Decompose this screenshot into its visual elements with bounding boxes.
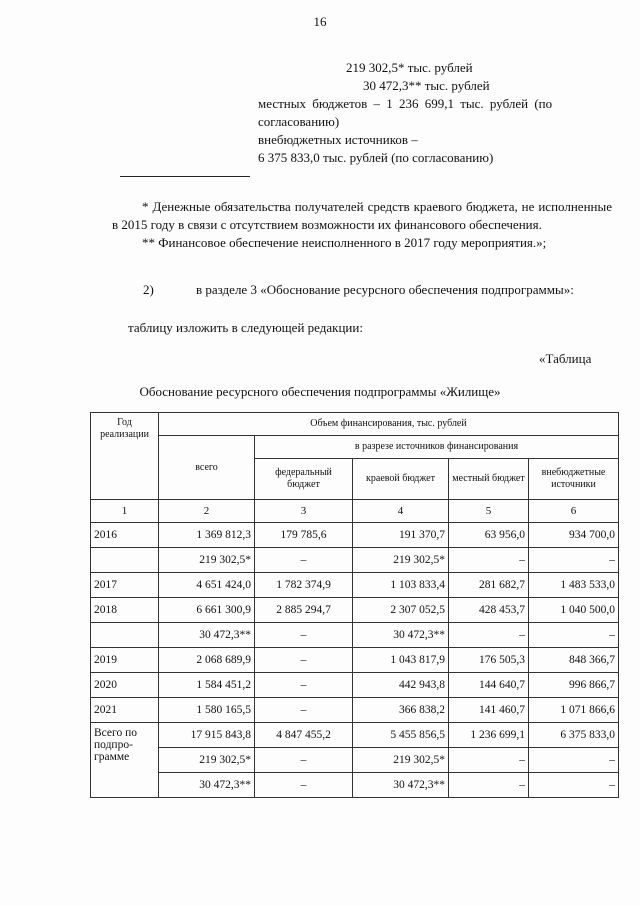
footnote-separator (120, 176, 250, 177)
year-cell: 2017 (91, 573, 159, 598)
value-cell: – (255, 748, 353, 773)
value-cell: 5 455 856,5 (353, 723, 449, 748)
value-cell: – (449, 773, 529, 798)
item-number: 2) (143, 282, 154, 297)
col-number: 1 (91, 500, 159, 523)
funding-line-3: местных бюджетов – 1 236 699,1 тыс. рублей (по (258, 96, 553, 111)
header-sources: в разрезе источников финансирования (255, 436, 619, 459)
value-cell: 2 068 689,9 (159, 648, 255, 673)
funding-table (90, 412, 619, 798)
header-total: всего (159, 436, 255, 500)
value-cell: 934 700,0 (529, 523, 619, 548)
value-cell: 30 472,3** (353, 773, 449, 798)
total-row (91, 723, 619, 748)
value-cell: 2 307 052,5 (353, 598, 449, 623)
value-cell: 366 838,2 (353, 698, 449, 723)
value-cell: 442 943,8 (353, 673, 449, 698)
value-cell: – (529, 623, 619, 648)
value-cell: – (255, 698, 353, 723)
value-cell: 1 483 533,0 (529, 573, 619, 598)
year-cell: 2021 (91, 698, 159, 723)
value-cell: 1 043 817,9 (353, 648, 449, 673)
header-extra: внебюджетные источники (529, 459, 619, 500)
table-row (91, 523, 619, 548)
value-cell: 219 302,5* (159, 748, 255, 773)
total-label: Всего по подпро-грамме (91, 723, 159, 798)
total-row (91, 748, 619, 773)
value-cell: – (449, 623, 529, 648)
value-cell: 848 366,7 (529, 648, 619, 673)
funding-line-6: 6 375 833,0 тыс. рублей (по согласованию) (258, 150, 494, 165)
value-cell: 1 369 812,3 (159, 523, 255, 548)
value-cell: 144 640,7 (449, 673, 529, 698)
value-cell: 63 956,0 (449, 523, 529, 548)
footnote-2: ** Финансовое обеспечение неисполненного в 2017 году мероприятия.»; (142, 235, 547, 250)
value-cell: 141 460,7 (449, 698, 529, 723)
value-cell: 281 682,7 (449, 573, 529, 598)
value-cell: 6 661 300,9 (159, 598, 255, 623)
header-volume: Объем финансирования, тыс. рублей (159, 413, 619, 436)
col-number: 2 (159, 500, 255, 523)
value-cell: 6 375 833,0 (529, 723, 619, 748)
value-cell: 30 472,3** (159, 773, 255, 798)
value-cell: 17 915 843,8 (159, 723, 255, 748)
year-cell: 2019 (91, 648, 159, 673)
value-cell: 428 453,7 (449, 598, 529, 623)
value-cell: 219 302,5* (159, 548, 255, 573)
value-cell: 2 885 294,7 (255, 598, 353, 623)
value-cell: – (255, 648, 353, 673)
value-cell: 1 236 699,1 (449, 723, 529, 748)
value-cell: 219 302,5* (353, 748, 449, 773)
value-cell: 1 580 165,5 (159, 698, 255, 723)
value-cell: 1 103 833,4 (353, 573, 449, 598)
page-number: 16 (313, 14, 327, 29)
col-number: 4 (353, 500, 449, 523)
table-row (91, 698, 619, 723)
funding-line-2: 30 472,3** тыс. рублей (363, 78, 490, 93)
value-cell: 1 584 451,2 (159, 673, 255, 698)
value-cell: – (255, 773, 353, 798)
col-number: 6 (529, 500, 619, 523)
value-cell: 30 472,3** (353, 623, 449, 648)
value-cell: 4 847 455,2 (255, 723, 353, 748)
funding-line-4: согласованию) (258, 114, 340, 129)
value-cell: – (449, 548, 529, 573)
value-cell: 1 040 500,0 (529, 598, 619, 623)
value-cell: – (529, 773, 619, 798)
year-cell (91, 623, 159, 648)
instruction-text: таблицу изложить в следующей редакции: (128, 320, 363, 335)
value-cell: – (449, 748, 529, 773)
value-cell: 219 302,5* (353, 548, 449, 573)
footnotes (112, 198, 612, 252)
header-local: местный бюджет (449, 459, 529, 500)
value-cell: – (529, 748, 619, 773)
value-cell: 1 071 866,6 (529, 698, 619, 723)
col-number: 3 (255, 500, 353, 523)
value-cell: – (529, 548, 619, 573)
value-cell: 996 866,7 (529, 673, 619, 698)
header-year: Год реализации (91, 413, 159, 500)
value-cell: 30 472,3** (159, 623, 255, 648)
footnote-1: * Денежные обязательства получателей средств краевого бюджета, не исполненные в 2015 году в связи с отсутствием возможности их финансового обеспечения. (112, 199, 612, 232)
value-cell: 176 505,3 (449, 648, 529, 673)
value-cell: – (255, 623, 353, 648)
col-number: 5 (449, 500, 529, 523)
value-cell: 191 370,7 (353, 523, 449, 548)
header-federal: федеральный бюджет (255, 459, 353, 500)
value-cell: 179 785,6 (255, 523, 353, 548)
value-cell: – (255, 673, 353, 698)
table-label: «Таблица (539, 351, 592, 366)
value-cell: – (255, 548, 353, 573)
value-cell: 1 782 374,9 (255, 573, 353, 598)
table-row (91, 548, 619, 573)
funding-line-1: 219 302,5* тыс. рублей (346, 60, 473, 75)
value-cell: 4 651 424,0 (159, 573, 255, 598)
total-row (91, 773, 619, 798)
year-cell: 2020 (91, 673, 159, 698)
table-row (91, 573, 619, 598)
year-cell: 2016 (91, 523, 159, 548)
item-text: в разделе 3 «Обоснование ресурсного обеспечения подпрограммы»: (196, 282, 574, 297)
table-row (91, 673, 619, 698)
year-cell (91, 548, 159, 573)
table-row (91, 648, 619, 673)
header-regional: краевой бюджет (353, 459, 449, 500)
year-cell: 2018 (91, 598, 159, 623)
table-row (91, 623, 619, 648)
table-title: Обоснование ресурсного обеспечения подпрограммы «Жилище» (139, 384, 501, 399)
table-row (91, 598, 619, 623)
funding-line-5: внебюджетных источников – (258, 132, 418, 147)
